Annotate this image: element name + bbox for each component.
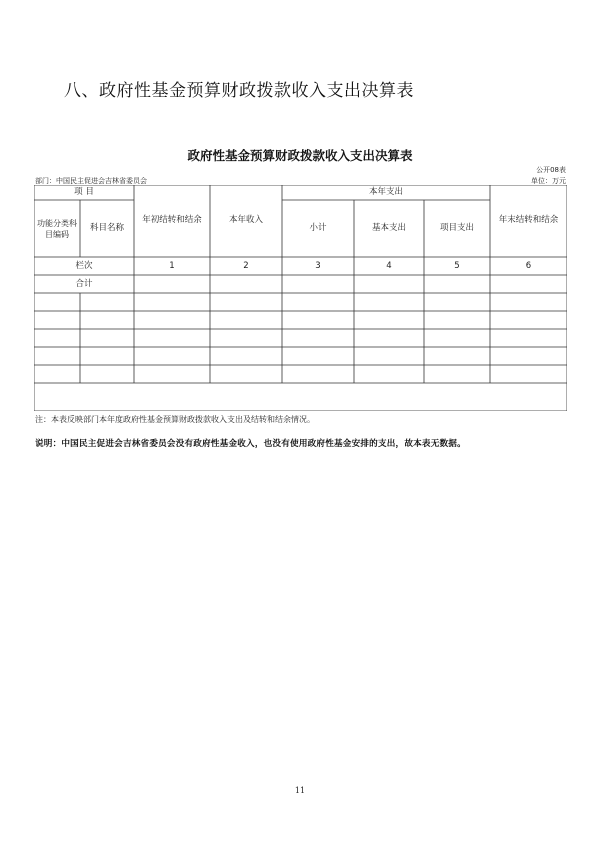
table-grid-lines — [34, 185, 567, 411]
total-row-label: 合计 — [75, 279, 93, 289]
header-function-code: 功能分类科目编码 — [37, 219, 77, 239]
budget-table — [34, 185, 567, 411]
column-number: 6 — [525, 261, 532, 271]
table-note: 注：本表反映部门本年度政府性基金预算财政拨款收入支出及结转和结余情况。 — [35, 415, 315, 424]
header-basic-expense: 基本支出 — [371, 223, 406, 233]
form-number: 公开08表 — [536, 166, 566, 174]
header-item: 项 目 — [74, 187, 94, 197]
column-number: 4 — [386, 261, 392, 271]
header-opening-balance: 年初结转和结余 — [142, 215, 202, 225]
header-current-expense: 本年支出 — [368, 187, 403, 197]
header-subject-name: 科目名称 — [89, 223, 124, 233]
row-number-label: 栏次 — [75, 261, 93, 271]
header-current-income: 本年收入 — [228, 215, 263, 225]
department-label: 部门：中国民主促进会吉林省委员会 — [35, 177, 147, 185]
column-number: 1 — [169, 261, 175, 271]
column-number: 2 — [243, 261, 249, 271]
header-project-expense: 项目支出 — [439, 223, 474, 233]
header-subtotal: 小计 — [309, 223, 327, 233]
explanation-text: 说明：中国民主促进会吉林省委员会没有政府性基金收入，也没有使用政府性基金安排的支出，故本表无数据。 — [35, 439, 466, 449]
section-heading: 八、政府性基金预算财政拨款收入支出决算表 — [64, 81, 414, 101]
table-title: 政府性基金预算财政拨款收入支出决算表 — [187, 148, 413, 163]
unit-label: 单位：万元 — [531, 177, 566, 185]
header-closing-balance: 年末结转和结余 — [498, 215, 559, 225]
page-number: 11 — [294, 786, 306, 795]
column-number: 5 — [454, 261, 460, 271]
column-number: 3 — [315, 261, 321, 271]
